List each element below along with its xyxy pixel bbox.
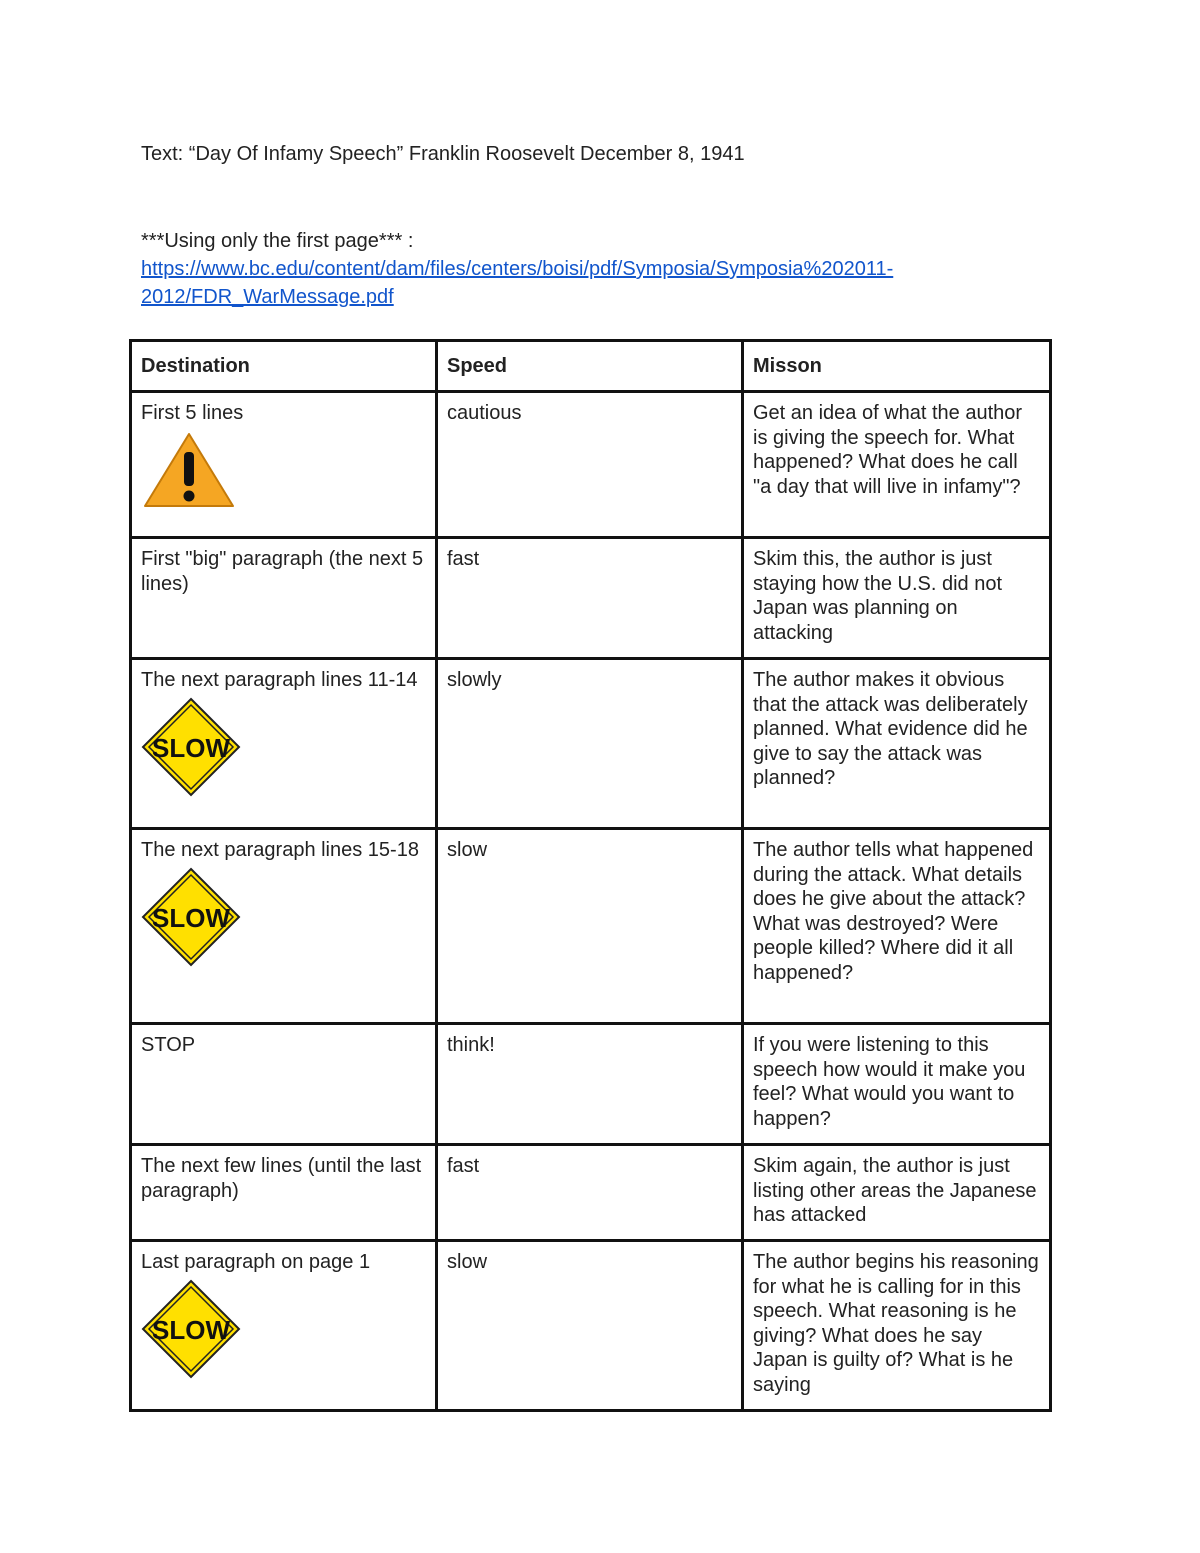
destination-text: Last paragraph on page 1	[141, 1251, 371, 1273]
mission-cell: The author tells what happened during the attack. What details does he give about the attack? What was destroyed? Were people killed? Where did it all happened?	[743, 829, 1051, 1024]
table-row	[131, 538, 1051, 659]
slow-sign-text: SLOW	[152, 1314, 230, 1345]
speed-cell: fast	[437, 538, 743, 659]
destination-cell: First "big" paragraph (the next 5 lines)	[131, 538, 437, 659]
destination-cell	[131, 392, 437, 538]
destination-cell: The next few lines (until the last paragraph)	[131, 1145, 437, 1241]
source-note	[141, 227, 1041, 311]
destination-text: First 5 lines	[141, 402, 244, 424]
mission-cell: The author begins his reasoning for what he is calling for in this speech. What reasoning is he giving? What does he say Japan is guilty of? What is he saying	[743, 1241, 1051, 1411]
mission-cell: Skim again, the author is just listing other areas the Japanese has attacked	[743, 1145, 1051, 1241]
speed-cell: slow	[437, 829, 743, 1024]
speed-cell: slowly	[437, 659, 743, 829]
table-row	[131, 1145, 1051, 1241]
destination-text: The next paragraph lines 11-14	[141, 669, 418, 691]
header-mission: Misson	[743, 341, 1051, 392]
speed-cell: think!	[437, 1024, 743, 1145]
mission-cell: The author makes it obvious that the attack was deliberately planned. What evidence did he give to say the attack was planned?	[743, 659, 1051, 829]
slow-sign-icon	[141, 697, 426, 797]
reading-guide-table	[129, 339, 1052, 1412]
destination-cell	[131, 659, 437, 829]
destination-cell	[131, 1241, 437, 1411]
table-row	[131, 829, 1051, 1024]
mission-cell: Skim this, the author is just staying how the U.S. did not Japan was planning on attacking	[743, 538, 1051, 659]
destination-text: The next paragraph lines 15-18	[141, 839, 419, 861]
slow-sign-icon	[141, 1279, 426, 1379]
source-link[interactable]	[141, 255, 1041, 311]
mission-cell: If you were listening to this speech how would it make you feel? What would you want to happen?	[743, 1024, 1051, 1145]
destination-cell	[131, 829, 437, 1024]
source-link-line-2: 2012/FDR_WarMessage.pdf	[141, 286, 394, 308]
destination-cell: STOP	[131, 1024, 437, 1145]
header-speed: Speed	[437, 341, 743, 392]
warning-triangle-icon	[141, 430, 426, 510]
table-row	[131, 659, 1051, 829]
page-title: Text: “Day Of Infamy Speech” Franklin Roosevelt December 8, 1941	[141, 143, 745, 165]
note-text: ***Using only the first page*** :	[141, 230, 414, 252]
speed-cell: fast	[437, 1145, 743, 1241]
slow-sign-icon	[141, 867, 426, 967]
mission-cell: Get an idea of what the author is giving the speech for. What happened? What does he call "a day that will live in infamy"?	[743, 392, 1051, 538]
speed-cell: slow	[437, 1241, 743, 1411]
table-row	[131, 1241, 1051, 1411]
source-link-line-1: https://www.bc.edu/content/dam/files/centers/boisi/pdf/Symposia/Symposia%202011-	[141, 258, 894, 280]
table-header-row	[131, 341, 1051, 392]
speed-cell: cautious	[437, 392, 743, 538]
table-row	[131, 392, 1051, 538]
slow-sign-text: SLOW	[152, 732, 230, 763]
header-destination: Destination	[131, 341, 437, 392]
table-row	[131, 1024, 1051, 1145]
slow-sign-text: SLOW	[152, 902, 230, 933]
